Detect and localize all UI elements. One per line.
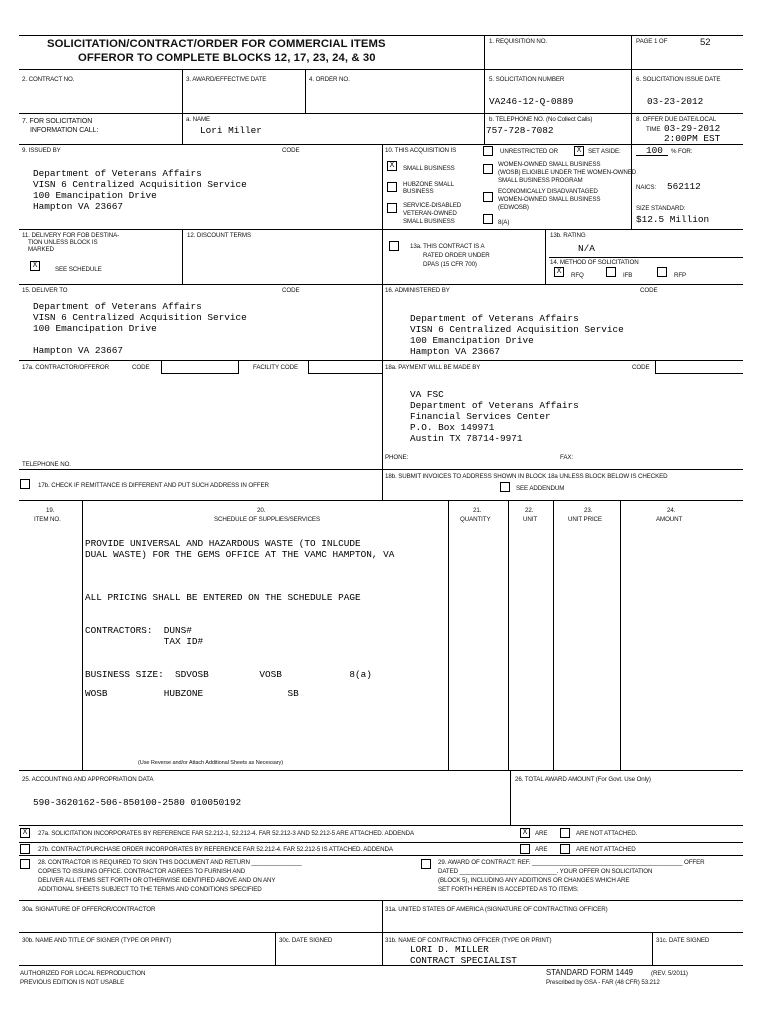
clause-29-line-3: (BLOCK 5), INCLUDING ANY ADDITIONS OR CHANGES WHICH ARE <box>438 877 630 884</box>
set-aside-percent[interactable]: 100 <box>646 145 663 156</box>
clause-27a-are-not-checkbox[interactable] <box>560 828 570 838</box>
rated-order-checkbox[interactable] <box>389 241 399 251</box>
payment-code-label: CODE <box>632 364 650 371</box>
payment-line-1: VA FSC <box>410 389 444 400</box>
edwosb-label-3: (EDWOSB) <box>498 204 529 211</box>
clause-27b: 27b. CONTRACT/PURCHASE ORDER INCORPORATES BY REFERENCE FAR 52.212-4. FAR 52.212-5 IS ATTACHED. ADDENDA <box>38 846 393 853</box>
administered-by-code-label: CODE <box>640 287 658 294</box>
clause-29-line-2: DATED _____________________________. YOUR OFFER ON SOLICITATION <box>438 868 653 875</box>
col-quantity-num: 21. <box>473 507 482 514</box>
rated-order-label-1: 13a. THIS CONTRACT IS A <box>410 243 485 250</box>
hubzone-checkbox[interactable] <box>387 182 397 192</box>
offer-due-time[interactable]: 2:00PM EST <box>664 133 721 144</box>
footer-prescribed: Prescribed by GSA - FAR (48 CFR) 53.212 <box>546 979 660 986</box>
ifb-checkbox[interactable] <box>606 267 616 277</box>
clause-28-checkbox[interactable] <box>20 859 30 869</box>
discount-terms-label: 12. DISCOUNT TERMS <box>187 232 251 239</box>
issued-by-label: 9. ISSUED BY <box>22 147 61 154</box>
submit-invoices-label: 18b. SUBMIT INVOICES TO ADDRESS SHOWN IN BLOCK 18a UNLESS BLOCK BELOW IS CHECKED <box>385 473 668 480</box>
schedule-business-size: BUSINESS SIZE: SDVOSB VOSB 8(a) <box>85 669 372 680</box>
schedule-footnote: (Use Reverse and/or Attach Additional Sheets as Necessary) <box>138 760 283 766</box>
clause-27b-checkbox[interactable] <box>20 844 30 854</box>
clause-28-line-4: ADDITIONAL SHEETS SUBJECT TO THE TERMS AND CONDITIONS SPECIFIED <box>38 886 262 893</box>
issued-by-code-label: CODE <box>282 147 300 154</box>
col-unit-price: UNIT PRICE <box>568 516 602 523</box>
name-label: a. NAME <box>186 116 211 123</box>
for-info-label-1: 7. FOR SOLICITATION <box>22 118 93 125</box>
facility-code-label: FACILITY CODE <box>253 364 299 371</box>
signature-offeror-label: 30a. SIGNATURE OF OFFEROR/CONTRACTOR <box>22 906 156 913</box>
deliver-to-line-4: Hampton VA 23667 <box>33 345 124 356</box>
edwosb-label-2: WOMEN-OWNED SMALL BUSINESS <box>498 196 601 203</box>
acquisition-label: 10. THIS ACQUISITION IS <box>385 147 457 154</box>
rating-label: 13b. RATING <box>550 232 586 239</box>
sdvosb-label-2: VETERAN-OWNED <box>403 210 457 217</box>
col-unit-num: 22. <box>525 507 534 514</box>
phone-label: PHONE: <box>385 454 409 461</box>
payment-line-2: Department of Veterans Affairs <box>410 400 579 411</box>
remittance-label: 17b. CHECK IF REMITTANCE IS DIFFERENT AND PUT SUCH ADDRESS IN OFFER <box>38 482 269 489</box>
size-standard-label: SIZE STANDARD: <box>636 205 686 212</box>
payment-line-5: Austin TX 78714-9971 <box>410 433 523 444</box>
rating-value[interactable]: N/A <box>578 243 595 254</box>
deliver-to-code-label: CODE <box>282 287 300 294</box>
clause-28-line-2: COPIES TO ISSUING OFFICE. CONTRACTOR AGREES TO FURNISH AND <box>38 868 246 875</box>
officer-title: CONTRACT SPECIALIST <box>410 955 517 966</box>
schedule-pricing: ALL PRICING SHALL BE ENTERED ON THE SCHEDULE PAGE <box>85 592 361 603</box>
rated-order-label-2: RATED ORDER UNDER <box>423 252 490 259</box>
officer-name-label: 31b. NAME OF CONTRACTING OFFICER (TYPE OR PRINT) <box>385 937 552 944</box>
footer-rev: (REV. 5/2011) <box>651 970 688 977</box>
fax-label: FAX: <box>560 454 574 461</box>
unrestricted-checkbox[interactable] <box>483 146 493 156</box>
schedule-contractors-2: TAX ID# <box>85 636 204 647</box>
accounting-label: 25. ACCOUNTING AND APPROPRIATION DATA <box>22 776 154 783</box>
wosb-label-2: (WOSB) ELIGIBLE UNDER THE WOMEN-OWNED <box>498 169 637 176</box>
clause-29-line-4: SET FORTH HEREIN IS ACCEPTED AS TO ITEMS: <box>438 886 579 893</box>
see-schedule-label: SEE SCHEDULE <box>55 266 102 273</box>
schedule-wosb-line: WOSB HUBZONE SB <box>85 688 299 699</box>
wosb-checkbox[interactable] <box>483 164 493 174</box>
see-schedule-checkbox[interactable]: X <box>30 261 40 271</box>
administered-by-line-2: VISN 6 Centralized Acquisition Service <box>410 324 624 335</box>
order-no-label: 4. ORDER NO. <box>309 76 350 83</box>
fob-label-2: TION UNLESS BLOCK IS <box>28 239 98 246</box>
small-business-checkbox[interactable]: X <box>387 161 397 171</box>
method-label: 14. METHOD OF SOLICITATION <box>550 259 639 266</box>
sdvosb-label-3: SMALL BUSINESS <box>403 218 455 225</box>
unrestricted-label: UNRESTRICTED OR <box>500 148 558 155</box>
clause-27a-are-checkbox[interactable]: X <box>520 828 530 838</box>
rfp-checkbox[interactable] <box>657 267 667 277</box>
percent-for-label: % FOR: <box>671 148 693 155</box>
issue-date-label: 6. SOLICITATION ISSUE DATE <box>636 76 721 83</box>
clause-27a-are: ARE <box>535 830 548 837</box>
hubzone-label-1: HUBZONE SMALL <box>403 181 454 188</box>
deliver-to-label: 15. DELIVER TO <box>22 287 68 294</box>
remittance-checkbox[interactable] <box>20 479 30 489</box>
rated-order-label-3: DPAS (15 CFR 700) <box>423 261 477 268</box>
contract-no-label: 2. CONTRACT NO. <box>22 76 75 83</box>
col-amount: AMOUNT <box>656 516 683 523</box>
payment-line-4: P.O. Box 149971 <box>410 422 495 433</box>
schedule-desc-2: DUAL WASTE) FOR THE GEMS OFFICE AT THE VAMC HAMPTON, VA <box>85 549 395 560</box>
clause-27b-are: ARE <box>535 846 548 853</box>
contractor-label: 17a. CONTRACTOR/OFFEROR <box>22 364 109 371</box>
administered-by-line-1: Department of Veterans Affairs <box>410 313 579 324</box>
see-addendum-checkbox[interactable] <box>500 482 510 492</box>
clause-27a: 27a. SOLICITATION INCORPORATES BY REFERENCE FAR 52.212-1, 52.212-4. FAR 52.212-3 AND 52.212-5 ARE ATTACHED. ADDENDA <box>38 830 415 837</box>
clause-27a-checkbox[interactable]: X <box>20 828 30 838</box>
signature-officer-label: 31a. UNITED STATES OF AMERICA (SIGNATURE OF CONTRACTING OFFICER) <box>385 906 608 913</box>
contractor-code-field[interactable] <box>161 360 239 374</box>
officer-name: LORI D. MILLER <box>410 944 489 955</box>
issue-date[interactable]: 03-23-2012 <box>647 96 704 107</box>
issued-by-line-1: Department of Veterans Affairs <box>33 168 202 179</box>
clause-29-checkbox[interactable] <box>421 859 431 869</box>
offer-due-date[interactable]: 03-29-2012 <box>664 123 721 134</box>
page-label: PAGE 1 OF <box>636 38 668 45</box>
small-business-label: SMALL BUSINESS <box>403 165 455 172</box>
col-unit-price-num: 23. <box>584 507 593 514</box>
offer-due-label: 8. OFFER DUE DATE/LOCAL <box>636 116 717 123</box>
set-aside-checkbox[interactable]: X <box>574 146 584 156</box>
col-unit: UNIT <box>523 516 538 523</box>
edwosb-label-1: ECONOMICALLY DISADVANTAGED <box>498 188 598 195</box>
total-award-label: 26. TOTAL AWARD AMOUNT (For Govt. Use Only) <box>515 776 651 783</box>
clause-28-line-1: 28. CONTRACTOR IS REQUIRED TO SIGN THIS DOCUMENT AND RETURN _______________ <box>38 859 302 866</box>
naics-code[interactable]: 562112 <box>667 181 701 192</box>
clause-29-line-1: 29. AWARD OF CONTRACT: REF. _____________________________________________ OFFER <box>438 859 705 866</box>
issued-by-line-3: 100 Emancipation Drive <box>33 190 157 201</box>
award-date-label: 3. AWARD/EFFECTIVE DATE <box>186 76 267 83</box>
schedule-contractors-1: CONTRACTORS: DUNS# <box>85 625 192 636</box>
rfq-label: RFQ <box>571 272 584 279</box>
clause-27b-are-checkbox[interactable] <box>520 844 530 854</box>
col-item-no-num: 19. <box>46 507 55 514</box>
clause-27b-are-not-checkbox[interactable] <box>560 844 570 854</box>
col-schedule: SCHEDULE OF SUPPLIES/SERVICES <box>214 516 320 523</box>
signer-name-label: 30b. NAME AND TITLE OF SIGNER (TYPE OR PRINT) <box>22 937 172 944</box>
solicitation-number-label: 5. SOLICITATION NUMBER <box>489 76 565 83</box>
percent-underline <box>636 155 668 156</box>
officer-date-label: 31c. DATE SIGNED <box>656 937 710 944</box>
form-title-line2: OFFEROR TO COMPLETE BLOCKS 12, 17, 23, 24, & 30 <box>78 52 376 64</box>
requisition-no-label: 1. REQUISITION NO. <box>489 38 548 45</box>
telephone-no-label: TELEPHONE NO. <box>22 461 71 468</box>
footer-form-name: STANDARD FORM 1449 <box>546 968 633 977</box>
wosb-label-1: WOMEN-OWNED SMALL BUSINESS <box>498 161 601 168</box>
col-amount-num: 24. <box>667 507 676 514</box>
sdvosb-checkbox[interactable] <box>387 203 397 213</box>
wosb-label-3: SMALL BUSINESS PROGRAM <box>498 177 583 184</box>
footer-previous: PREVIOUS EDITION IS NOT USABLE <box>20 979 125 986</box>
administered-by-line-4: Hampton VA 23667 <box>410 346 501 357</box>
size-standard[interactable]: $12.5 Million <box>636 214 710 225</box>
issued-by-line-4: Hampton VA 23667 <box>33 201 124 212</box>
edwosb-checkbox[interactable] <box>483 192 493 202</box>
eight-a-label: 8(A) <box>498 219 510 226</box>
for-info-label-2: INFORMATION CALL: <box>30 127 99 134</box>
eight-a-checkbox[interactable] <box>483 214 493 224</box>
signer-date-label: 30c. DATE SIGNED <box>279 937 333 944</box>
payment-code-field[interactable] <box>655 360 743 374</box>
accounting-value[interactable]: 590-3620162-506-850100-2580 010050192 <box>33 797 242 808</box>
schedule-desc-1: PROVIDE UNIVERSAL AND HAZARDOUS WASTE (TO INLCUDE <box>85 538 361 549</box>
clause-27a-are-not: ARE NOT ATTACHED. <box>576 830 638 837</box>
page-total: 52 <box>700 37 711 48</box>
fob-label-3: MARKED <box>28 246 54 253</box>
administered-by-line-3: 100 Emancipation Drive <box>410 335 534 346</box>
facility-code-field[interactable] <box>308 360 382 374</box>
deliver-to-line-2: VISN 6 Centralized Acquisition Service <box>33 312 247 323</box>
solicitation-number[interactable]: VA246-12-Q-0889 <box>489 96 574 107</box>
col-item-no: ITEM NO. <box>34 516 61 523</box>
set-aside-label: SET ASIDE: <box>588 148 621 155</box>
hubzone-label-2: BUSINESS <box>403 188 434 195</box>
payment-line-3: Financial Services Center <box>410 411 551 422</box>
contact-name[interactable]: Lori Miller <box>200 125 262 136</box>
naics-label: NAICS: <box>636 184 657 191</box>
deliver-to-line-1: Department of Veterans Affairs <box>33 301 202 312</box>
clause-27b-are-not: ARE NOT ATTACHED <box>576 846 636 853</box>
ifb-label: IFB <box>623 272 633 279</box>
rfp-label: RFP <box>674 272 687 279</box>
footer-authorized: AUTHORIZED FOR LOCAL REPRODUCTION <box>20 970 146 977</box>
col-schedule-num: 20. <box>257 507 266 514</box>
sdvosb-label-1: SERVICE-DISABLED <box>403 202 462 209</box>
contact-telephone[interactable]: 757-728-7082 <box>486 125 554 136</box>
fob-label-1: 11. DELIVERY FOR FOB DESTINA- <box>22 232 120 239</box>
form-title-line1: SOLICITATION/CONTRACT/ORDER FOR COMMERCIAL ITEMS <box>47 38 386 50</box>
issued-by-line-2: VISN 6 Centralized Acquisition Service <box>33 179 247 190</box>
rfq-checkbox[interactable]: X <box>554 267 564 277</box>
col-quantity: QUANTITY <box>460 516 491 523</box>
clause-28-line-3: DELIVER ALL ITEMS SET FORTH OR OTHERWISE IDENTIFIED ABOVE AND ON ANY <box>38 877 276 884</box>
time-label: TIME <box>646 126 661 133</box>
contractor-code-label: CODE <box>132 364 150 371</box>
administered-by-label: 16. ADMINISTERED BY <box>385 287 450 294</box>
payment-label: 18a. PAYMENT WILL BE MADE BY <box>385 364 481 371</box>
see-addendum-label: SEE ADDENDUM <box>516 485 565 492</box>
deliver-to-line-3: 100 Emancipation Drive <box>33 323 157 334</box>
telephone-label: b. TELEPHONE NO. (No Collect Calls) <box>489 116 593 123</box>
